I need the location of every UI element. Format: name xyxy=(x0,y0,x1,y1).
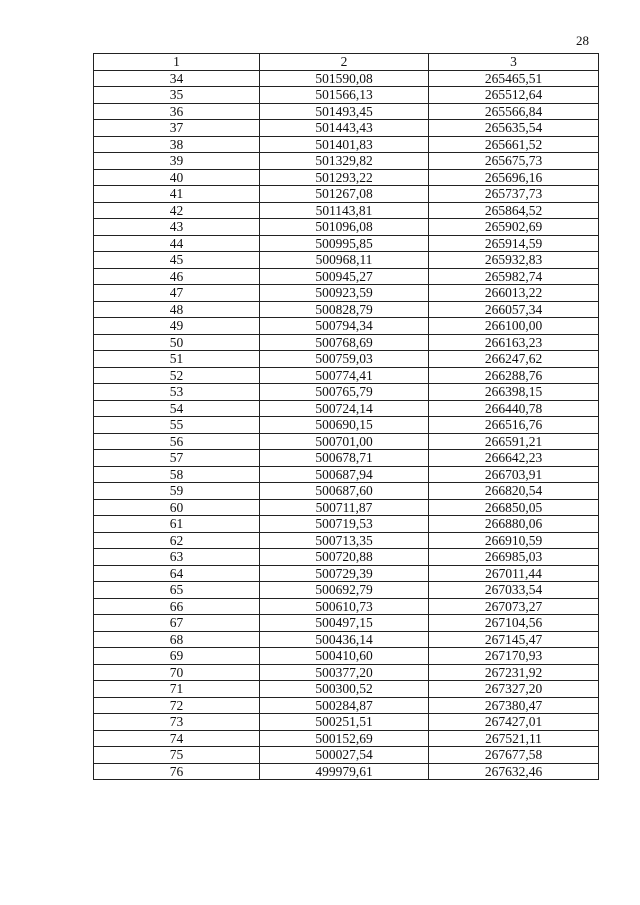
point-number-cell: 70 xyxy=(94,664,260,681)
point-number-cell: 61 xyxy=(94,516,260,533)
point-number-cell: 69 xyxy=(94,648,260,665)
point-number-cell: 76 xyxy=(94,763,260,780)
table-row xyxy=(94,615,599,632)
y-coordinate-cell: 265932,83 xyxy=(429,252,599,269)
y-coordinate-cell: 265914,59 xyxy=(429,235,599,252)
y-coordinate-cell: 266591,21 xyxy=(429,433,599,450)
point-number-cell: 34 xyxy=(94,70,260,87)
point-number-cell: 51 xyxy=(94,351,260,368)
y-coordinate-cell: 266985,03 xyxy=(429,549,599,566)
point-number-cell: 43 xyxy=(94,219,260,236)
table-row xyxy=(94,285,599,302)
table-row xyxy=(94,103,599,120)
y-coordinate-cell: 265635,54 xyxy=(429,120,599,137)
x-coordinate-cell: 500711,87 xyxy=(260,499,429,516)
table-row xyxy=(94,714,599,731)
x-coordinate-cell: 500968,11 xyxy=(260,252,429,269)
x-coordinate-cell: 500678,71 xyxy=(260,450,429,467)
y-coordinate-cell: 266247,62 xyxy=(429,351,599,368)
table-body xyxy=(94,70,599,780)
table-row xyxy=(94,268,599,285)
table-row xyxy=(94,417,599,434)
point-number-cell: 67 xyxy=(94,615,260,632)
x-coordinate-cell: 500377,20 xyxy=(260,664,429,681)
table-row xyxy=(94,367,599,384)
table-row xyxy=(94,351,599,368)
x-coordinate-cell: 500692,79 xyxy=(260,582,429,599)
x-coordinate-cell: 500768,69 xyxy=(260,334,429,351)
table-row xyxy=(94,153,599,170)
point-number-cell: 46 xyxy=(94,268,260,285)
point-number-cell: 35 xyxy=(94,87,260,104)
y-coordinate-cell: 266850,05 xyxy=(429,499,599,516)
y-coordinate-cell: 265661,52 xyxy=(429,136,599,153)
x-coordinate-cell: 500410,60 xyxy=(260,648,429,665)
table-row xyxy=(94,136,599,153)
table-row xyxy=(94,400,599,417)
table-row xyxy=(94,120,599,137)
table-row xyxy=(94,664,599,681)
table-row xyxy=(94,169,599,186)
y-coordinate-cell: 266100,00 xyxy=(429,318,599,335)
x-coordinate-cell: 501401,83 xyxy=(260,136,429,153)
y-coordinate-cell: 266440,78 xyxy=(429,400,599,417)
point-number-cell: 60 xyxy=(94,499,260,516)
y-coordinate-cell: 267033,54 xyxy=(429,582,599,599)
table-row xyxy=(94,235,599,252)
x-coordinate-cell: 501590,08 xyxy=(260,70,429,87)
y-coordinate-cell: 266057,34 xyxy=(429,301,599,318)
y-coordinate-cell: 267677,58 xyxy=(429,747,599,764)
table-row xyxy=(94,499,599,516)
point-number-cell: 63 xyxy=(94,549,260,566)
x-coordinate-cell: 500719,53 xyxy=(260,516,429,533)
point-number-cell: 53 xyxy=(94,384,260,401)
point-number-cell: 38 xyxy=(94,136,260,153)
table-row xyxy=(94,549,599,566)
point-number-cell: 36 xyxy=(94,103,260,120)
header-cell-1: 1 xyxy=(94,54,260,71)
x-coordinate-cell: 500720,88 xyxy=(260,549,429,566)
table-row xyxy=(94,532,599,549)
point-number-cell: 62 xyxy=(94,532,260,549)
table-row xyxy=(94,648,599,665)
x-coordinate-cell: 500724,14 xyxy=(260,400,429,417)
table-row xyxy=(94,466,599,483)
table-row xyxy=(94,318,599,335)
y-coordinate-cell: 267145,47 xyxy=(429,631,599,648)
x-coordinate-cell: 500701,00 xyxy=(260,433,429,450)
table-row xyxy=(94,763,599,780)
table-row xyxy=(94,697,599,714)
point-number-cell: 55 xyxy=(94,417,260,434)
x-coordinate-cell: 501096,08 xyxy=(260,219,429,236)
y-coordinate-cell: 266820,54 xyxy=(429,483,599,500)
y-coordinate-cell: 265566,84 xyxy=(429,103,599,120)
y-coordinate-cell: 267170,93 xyxy=(429,648,599,665)
coordinates-table xyxy=(93,53,599,780)
x-coordinate-cell: 500300,52 xyxy=(260,681,429,698)
x-coordinate-cell: 500794,34 xyxy=(260,318,429,335)
y-coordinate-cell: 266013,22 xyxy=(429,285,599,302)
x-coordinate-cell: 500436,14 xyxy=(260,631,429,648)
x-coordinate-cell: 500828,79 xyxy=(260,301,429,318)
x-coordinate-cell: 501566,13 xyxy=(260,87,429,104)
y-coordinate-cell: 265675,73 xyxy=(429,153,599,170)
point-number-cell: 48 xyxy=(94,301,260,318)
point-number-cell: 49 xyxy=(94,318,260,335)
y-coordinate-cell: 267104,56 xyxy=(429,615,599,632)
point-number-cell: 42 xyxy=(94,202,260,219)
point-number-cell: 37 xyxy=(94,120,260,137)
table-row xyxy=(94,730,599,747)
table-row xyxy=(94,598,599,615)
x-coordinate-cell: 501143,81 xyxy=(260,202,429,219)
table-row xyxy=(94,582,599,599)
y-coordinate-cell: 265696,16 xyxy=(429,169,599,186)
table-row xyxy=(94,516,599,533)
point-number-cell: 56 xyxy=(94,433,260,450)
x-coordinate-cell: 500995,85 xyxy=(260,235,429,252)
x-coordinate-cell: 500923,59 xyxy=(260,285,429,302)
page-number: 28 xyxy=(576,33,589,48)
y-coordinate-cell: 266703,91 xyxy=(429,466,599,483)
point-number-cell: 41 xyxy=(94,186,260,203)
y-coordinate-cell: 265864,52 xyxy=(429,202,599,219)
table-row xyxy=(94,433,599,450)
y-coordinate-cell: 266288,76 xyxy=(429,367,599,384)
table-row xyxy=(94,186,599,203)
x-coordinate-cell: 500251,51 xyxy=(260,714,429,731)
y-coordinate-cell: 267073,27 xyxy=(429,598,599,615)
table-row xyxy=(94,747,599,764)
table-row xyxy=(94,301,599,318)
x-coordinate-cell: 500497,15 xyxy=(260,615,429,632)
point-number-cell: 71 xyxy=(94,681,260,698)
table-row xyxy=(94,384,599,401)
y-coordinate-cell: 266642,23 xyxy=(429,450,599,467)
table-header-row xyxy=(94,54,599,71)
y-coordinate-cell: 265982,74 xyxy=(429,268,599,285)
point-number-cell: 59 xyxy=(94,483,260,500)
y-coordinate-cell: 266398,15 xyxy=(429,384,599,401)
table-row xyxy=(94,450,599,467)
x-coordinate-cell: 501293,22 xyxy=(260,169,429,186)
point-number-cell: 58 xyxy=(94,466,260,483)
point-number-cell: 39 xyxy=(94,153,260,170)
table-row xyxy=(94,87,599,104)
table-row xyxy=(94,252,599,269)
y-coordinate-cell: 267327,20 xyxy=(429,681,599,698)
point-number-cell: 65 xyxy=(94,582,260,599)
y-coordinate-cell: 265465,51 xyxy=(429,70,599,87)
y-coordinate-cell: 265512,64 xyxy=(429,87,599,104)
table-row xyxy=(94,202,599,219)
y-coordinate-cell: 267231,92 xyxy=(429,664,599,681)
y-coordinate-cell: 266163,23 xyxy=(429,334,599,351)
table-row xyxy=(94,334,599,351)
x-coordinate-cell: 500765,79 xyxy=(260,384,429,401)
point-number-cell: 47 xyxy=(94,285,260,302)
y-coordinate-cell: 267632,46 xyxy=(429,763,599,780)
y-coordinate-cell: 265902,69 xyxy=(429,219,599,236)
x-coordinate-cell: 500687,60 xyxy=(260,483,429,500)
y-coordinate-cell: 265737,73 xyxy=(429,186,599,203)
y-coordinate-cell: 267380,47 xyxy=(429,697,599,714)
y-coordinate-cell: 266516,76 xyxy=(429,417,599,434)
x-coordinate-cell: 500729,39 xyxy=(260,565,429,582)
point-number-cell: 40 xyxy=(94,169,260,186)
x-coordinate-cell: 501493,45 xyxy=(260,103,429,120)
header-cell-2: 2 xyxy=(260,54,429,71)
point-number-cell: 57 xyxy=(94,450,260,467)
point-number-cell: 45 xyxy=(94,252,260,269)
point-number-cell: 73 xyxy=(94,714,260,731)
table-row xyxy=(94,565,599,582)
y-coordinate-cell: 267427,01 xyxy=(429,714,599,731)
y-coordinate-cell: 266910,59 xyxy=(429,532,599,549)
table-row xyxy=(94,483,599,500)
point-number-cell: 66 xyxy=(94,598,260,615)
point-number-cell: 50 xyxy=(94,334,260,351)
point-number-cell: 68 xyxy=(94,631,260,648)
point-number-cell: 72 xyxy=(94,697,260,714)
y-coordinate-cell: 267011,44 xyxy=(429,565,599,582)
point-number-cell: 52 xyxy=(94,367,260,384)
point-number-cell: 44 xyxy=(94,235,260,252)
x-coordinate-cell: 501267,08 xyxy=(260,186,429,203)
x-coordinate-cell: 500152,69 xyxy=(260,730,429,747)
x-coordinate-cell: 500945,27 xyxy=(260,268,429,285)
x-coordinate-cell: 500687,94 xyxy=(260,466,429,483)
x-coordinate-cell: 500713,35 xyxy=(260,532,429,549)
x-coordinate-cell: 500027,54 xyxy=(260,747,429,764)
x-coordinate-cell: 500690,15 xyxy=(260,417,429,434)
header-cell-3: 3 xyxy=(429,54,599,71)
x-coordinate-cell: 500774,41 xyxy=(260,367,429,384)
table-row xyxy=(94,70,599,87)
table-row xyxy=(94,681,599,698)
point-number-cell: 75 xyxy=(94,747,260,764)
table-row xyxy=(94,631,599,648)
x-coordinate-cell: 500759,03 xyxy=(260,351,429,368)
x-coordinate-cell: 500610,73 xyxy=(260,598,429,615)
point-number-cell: 54 xyxy=(94,400,260,417)
table-row xyxy=(94,219,599,236)
x-coordinate-cell: 500284,87 xyxy=(260,697,429,714)
point-number-cell: 74 xyxy=(94,730,260,747)
point-number-cell: 64 xyxy=(94,565,260,582)
x-coordinate-cell: 499979,61 xyxy=(260,763,429,780)
table-header xyxy=(94,54,599,71)
x-coordinate-cell: 501329,82 xyxy=(260,153,429,170)
x-coordinate-cell: 501443,43 xyxy=(260,120,429,137)
y-coordinate-cell: 267521,11 xyxy=(429,730,599,747)
y-coordinate-cell: 266880,06 xyxy=(429,516,599,533)
